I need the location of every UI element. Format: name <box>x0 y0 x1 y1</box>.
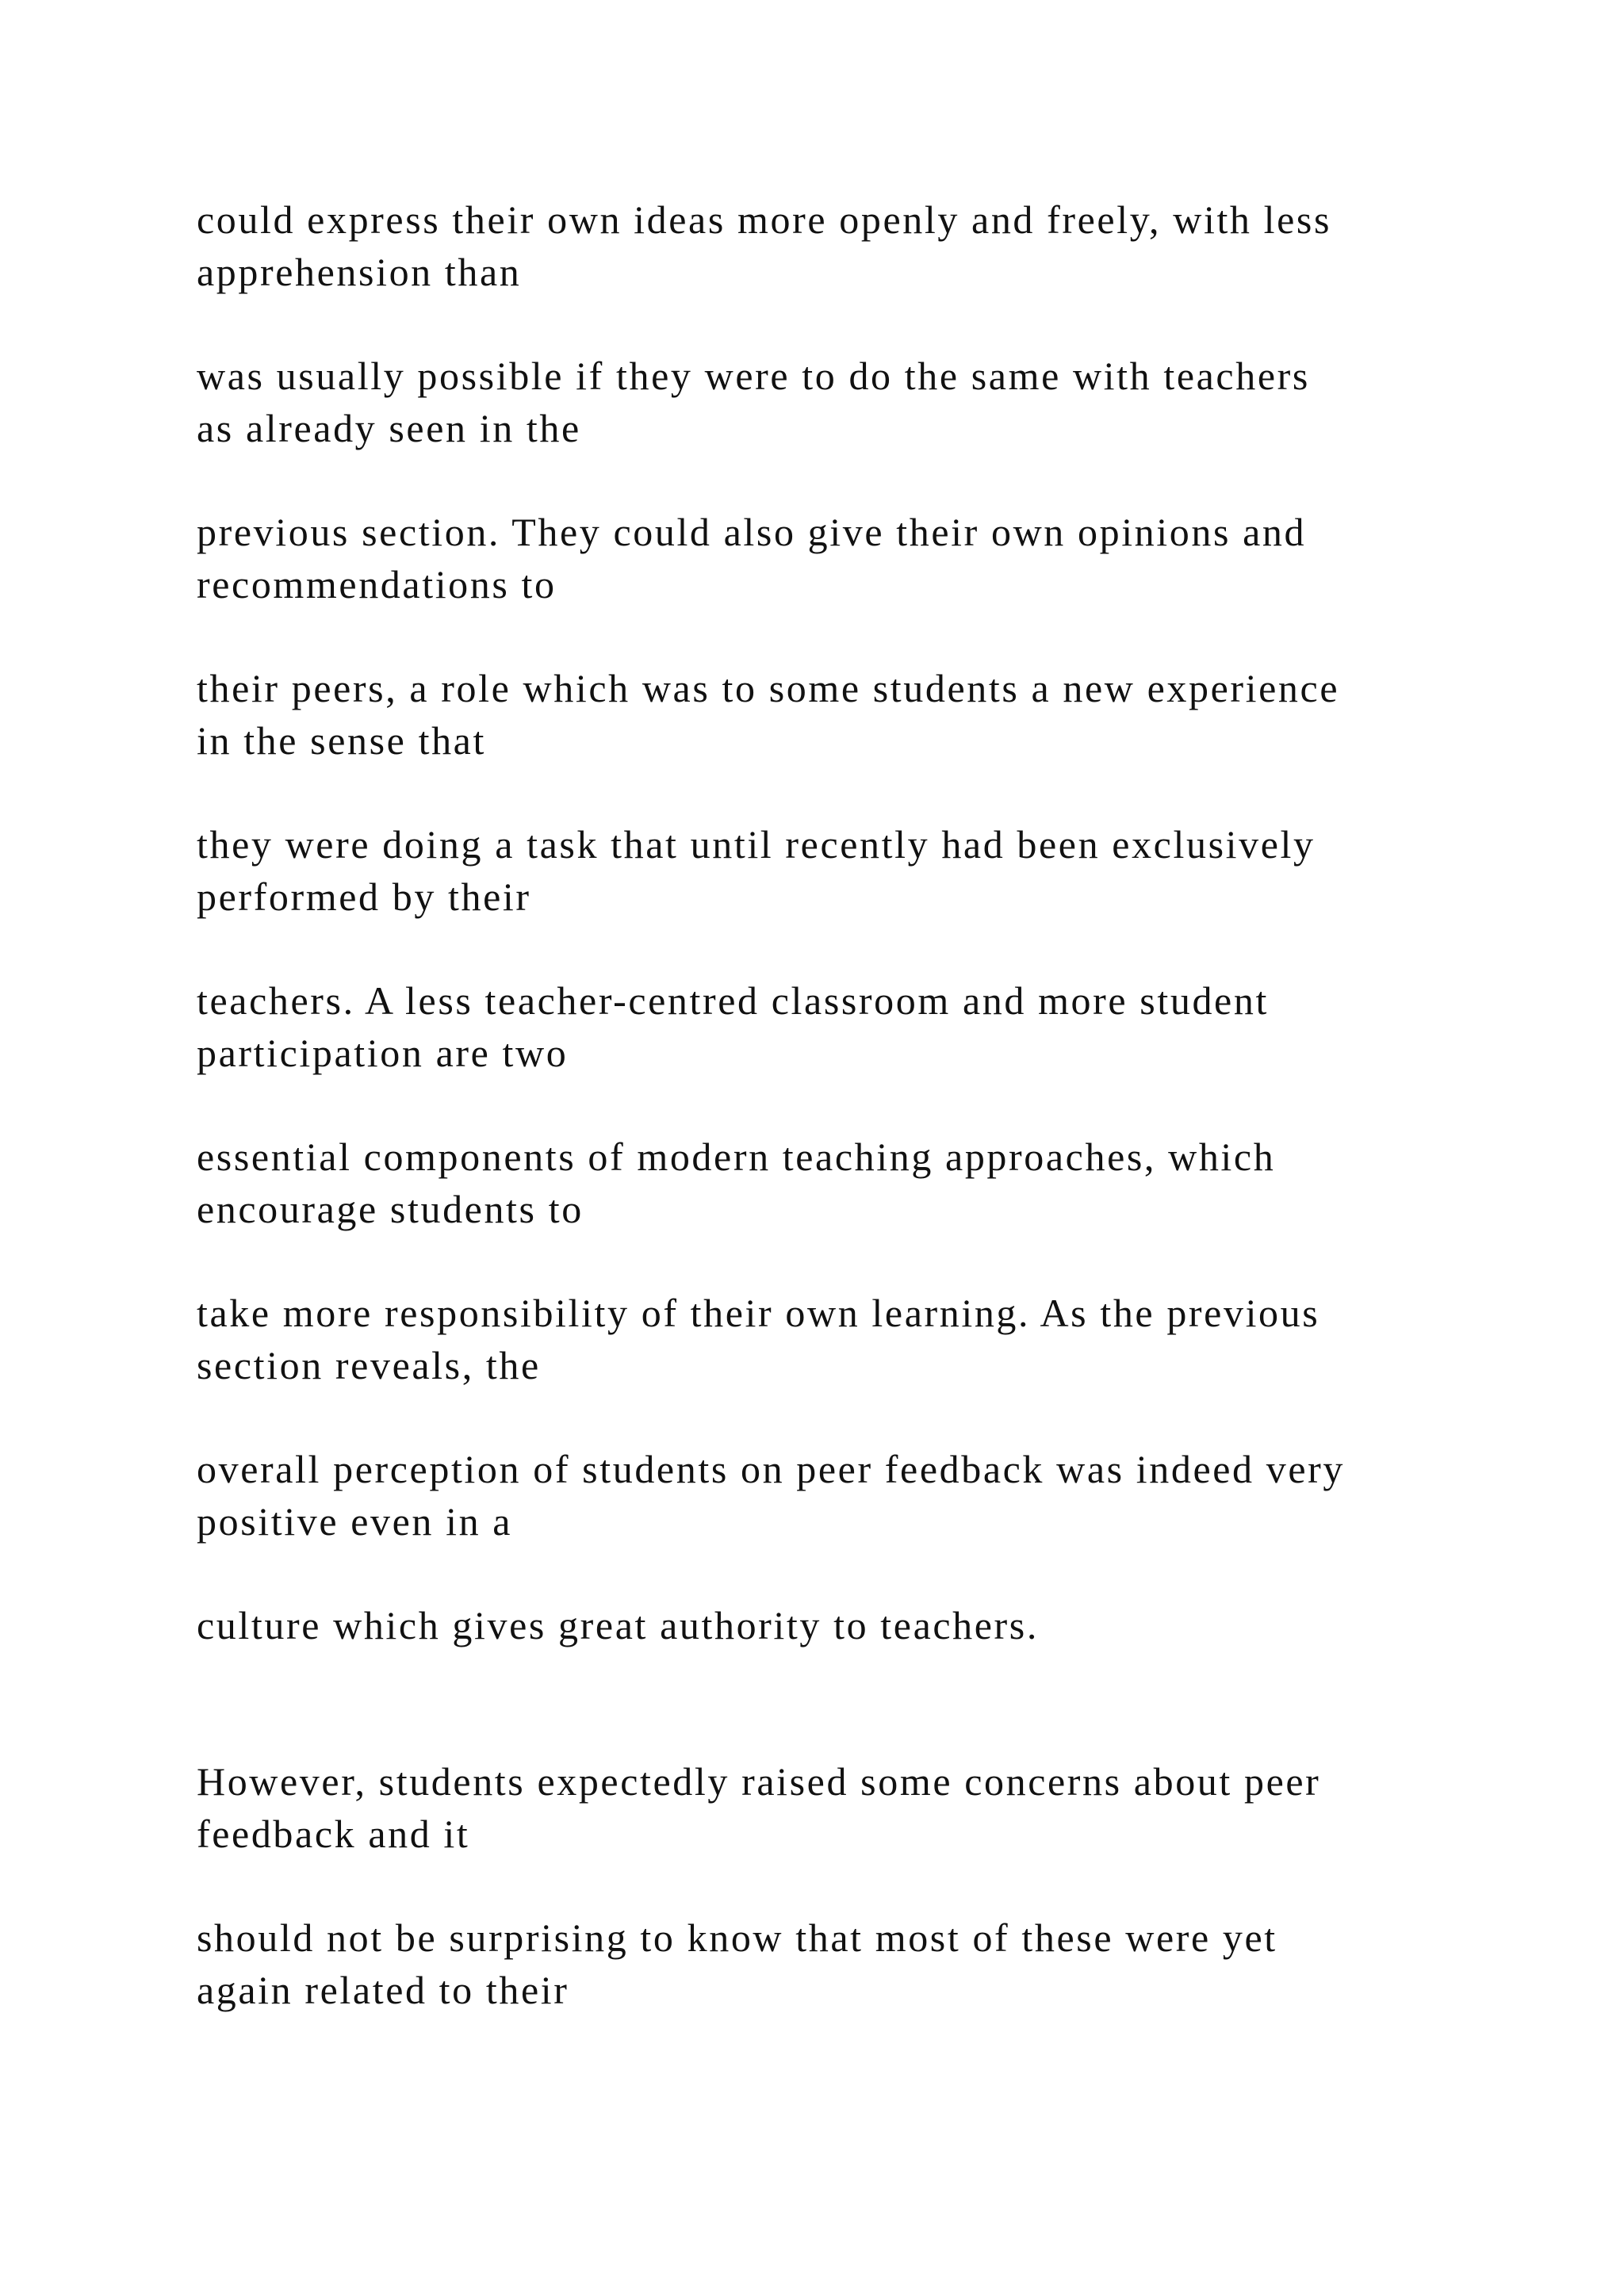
text-line: could express their own ideas more openly and freely, with less <box>197 197 1332 242</box>
text-line: as already seen in the <box>197 406 581 450</box>
text-line: feedback and it <box>197 1812 470 1856</box>
paragraph-3 <box>197 506 1513 610</box>
paragraph-4 <box>197 662 1513 767</box>
text-line: performed by their <box>197 874 531 919</box>
paragraph-12 <box>197 1911 1513 2016</box>
text-line: previous section. They could also give their own opinions and <box>197 510 1307 554</box>
text-line: apprehension than <box>197 250 522 294</box>
paragraph-1 <box>197 193 1513 298</box>
text-line: again related to their <box>197 1968 569 2012</box>
paragraph-5 <box>197 818 1513 923</box>
paragraph-11 <box>197 1755 1513 1860</box>
paragraph-8 <box>197 1287 1513 1391</box>
paragraph-10 <box>197 1599 1513 1651</box>
text-line: encourage students to <box>197 1187 584 1231</box>
text-line: take more responsibility of their own learning. As the previous <box>197 1291 1320 1335</box>
text-line: should not be surprising to know that most of these were yet <box>197 1915 1277 1960</box>
text-line: participation are two <box>197 1031 569 1075</box>
text-line: overall perception of students on peer feedback was indeed very <box>197 1447 1346 1491</box>
text-line: they were doing a task that until recently had been exclusively <box>197 822 1316 867</box>
text-line: positive even in a <box>197 1499 513 1544</box>
paragraph-2 <box>197 350 1513 454</box>
text-line: However, students expectedly raised some concerns about peer <box>197 1759 1321 1804</box>
paragraph-7 <box>197 1131 1513 1235</box>
text-line: their peers, a role which was to some students a new experience <box>197 666 1340 710</box>
text-line: essential components of modern teaching approaches, which <box>197 1135 1276 1179</box>
paragraph-9 <box>197 1443 1513 1548</box>
paragraph-6 <box>197 974 1513 1079</box>
text-line: recommendations to <box>197 562 557 607</box>
text-line: teachers. A less teacher-centred classroom and more student <box>197 978 1269 1023</box>
text-line: section reveals, the <box>197 1343 541 1387</box>
text-line: in the sense that <box>197 718 486 763</box>
document-body <box>197 193 1513 2068</box>
text-line: culture which gives great authority to teachers. <box>197 1603 1039 1647</box>
text-line: was usually possible if they were to do the same with teachers <box>197 354 1310 398</box>
